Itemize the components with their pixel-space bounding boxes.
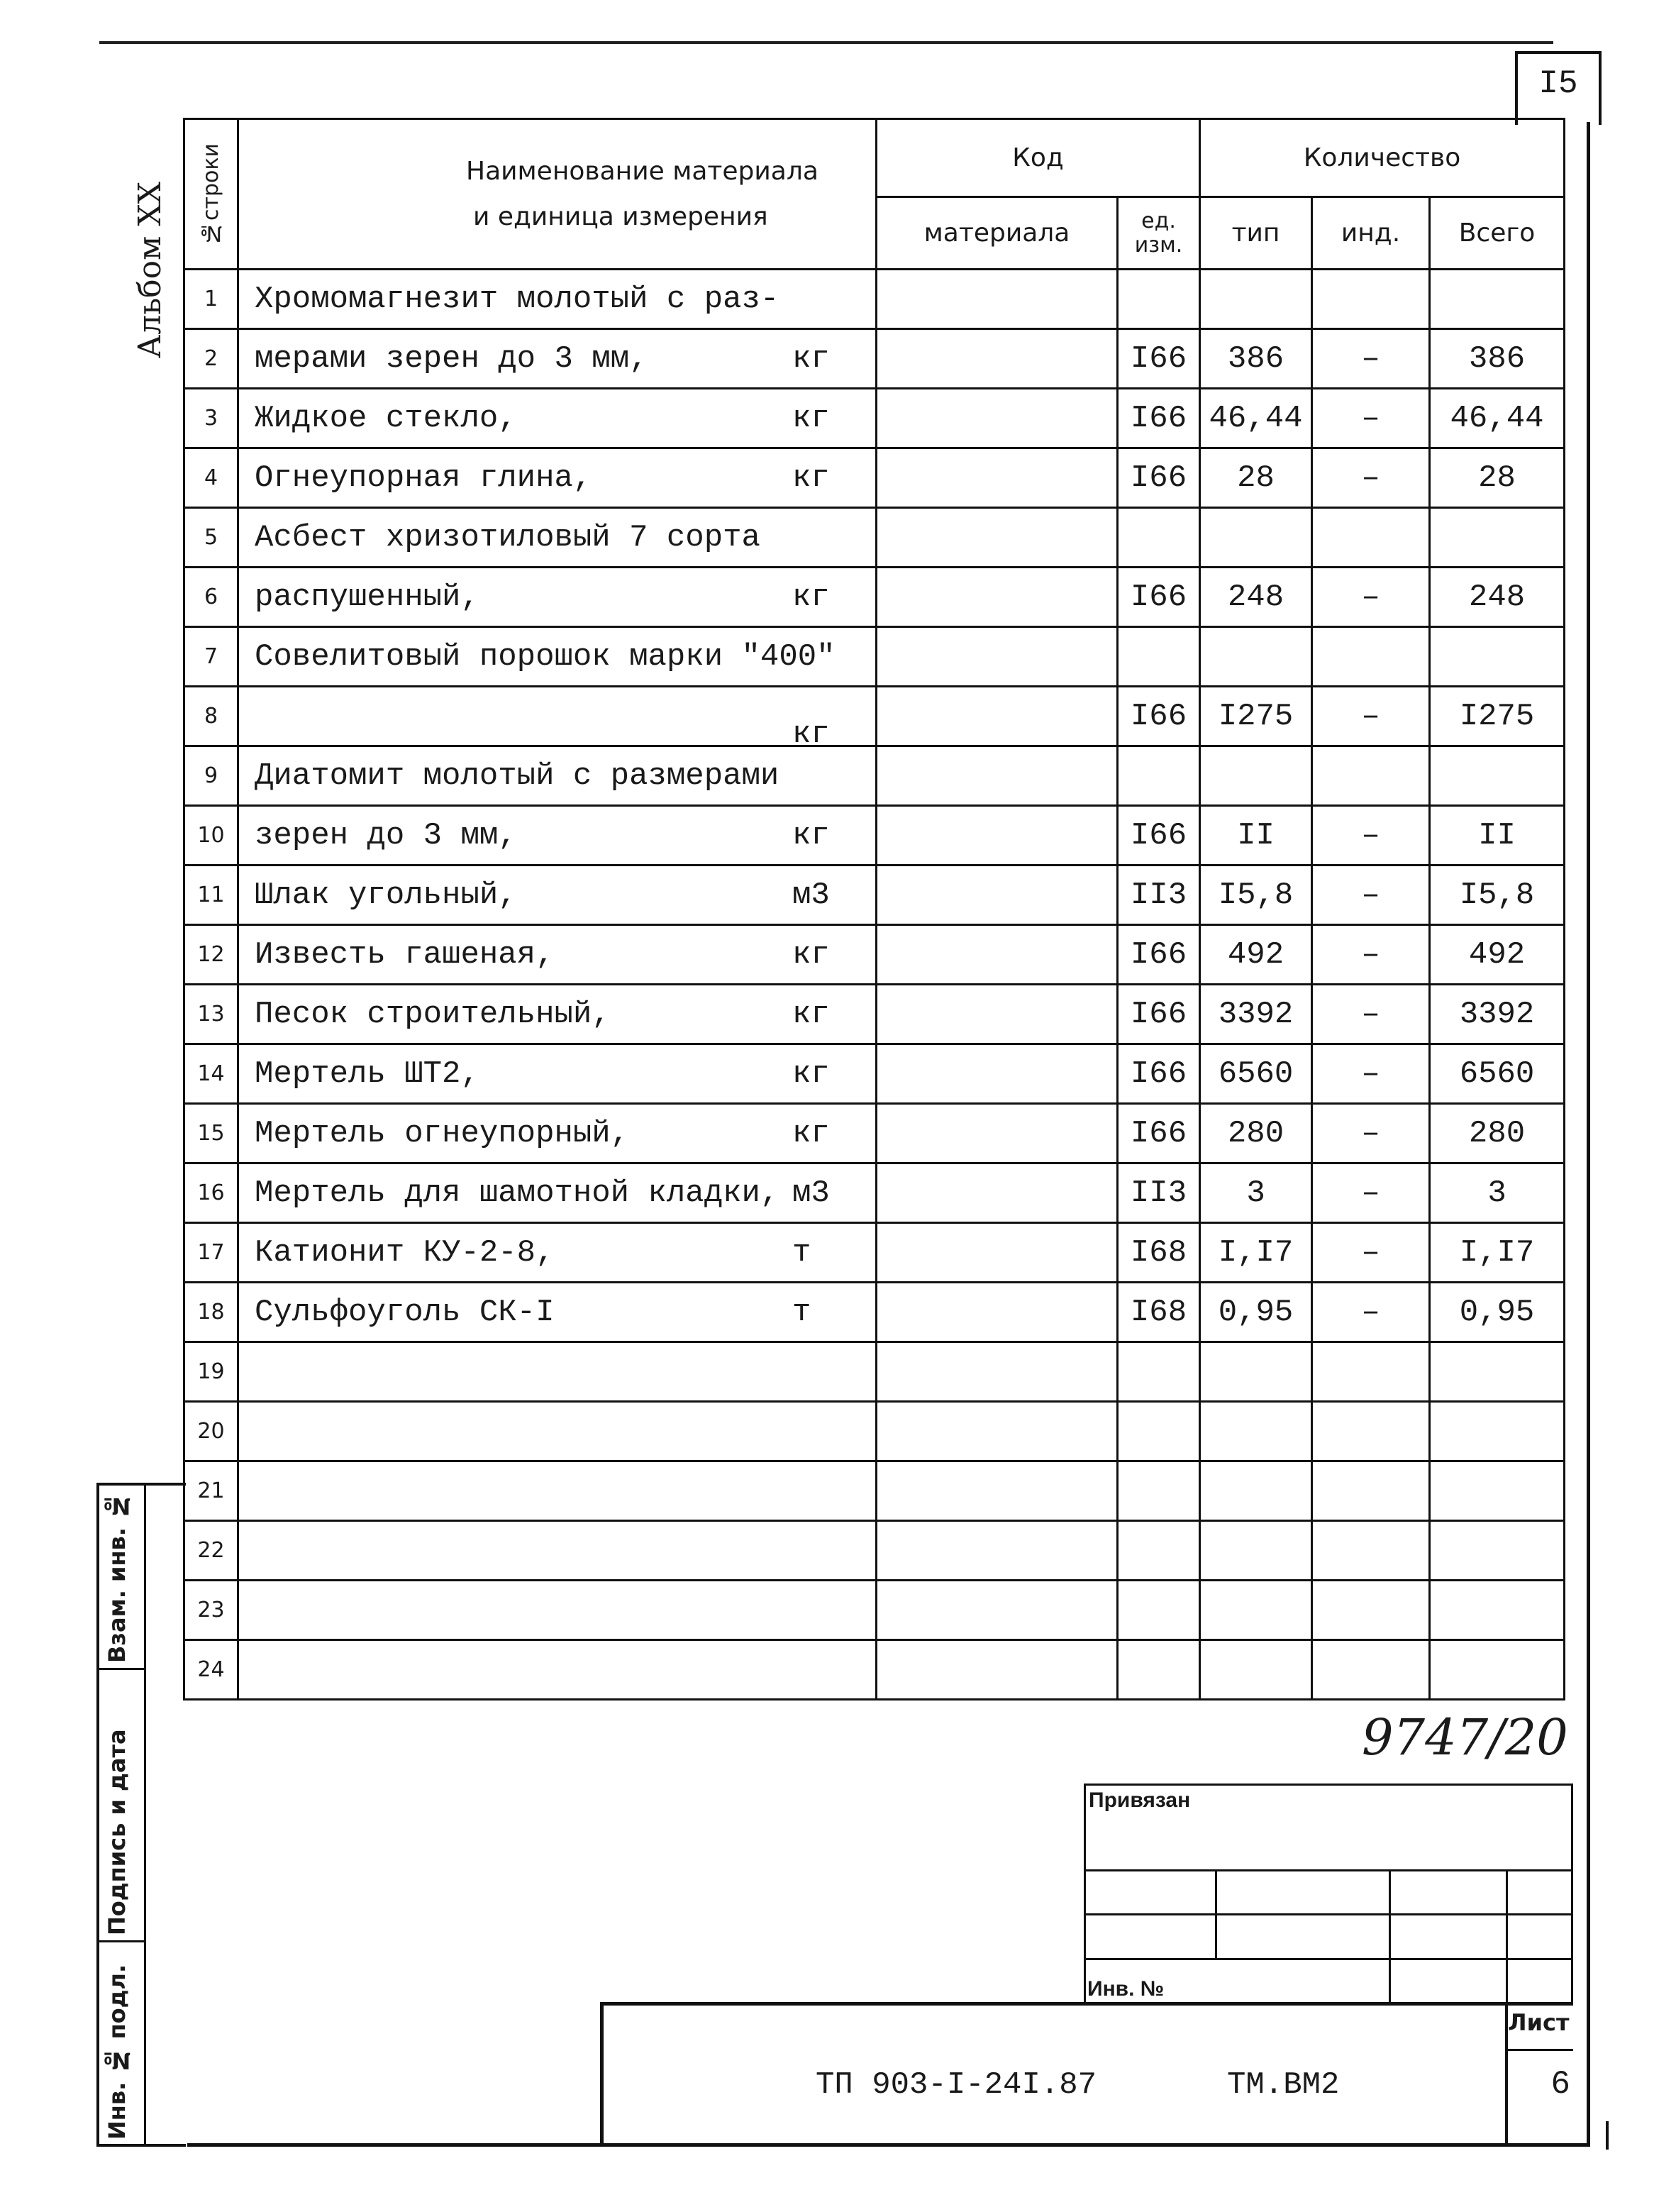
material-name — [238, 389, 877, 448]
table-row — [184, 985, 1565, 1044]
material-name — [238, 1521, 877, 1581]
unit-code — [1118, 270, 1200, 329]
material-name — [238, 1581, 877, 1640]
individual-qty: – — [1312, 1283, 1430, 1342]
material-code — [877, 1342, 1118, 1402]
material-code — [877, 1104, 1118, 1163]
individual-qty: – — [1312, 806, 1430, 866]
material-name — [238, 329, 877, 389]
total-qty — [1430, 746, 1565, 806]
unit-code: I66 — [1118, 389, 1200, 448]
vzam-cell — [99, 1486, 146, 1670]
unit-code: I66 — [1118, 448, 1200, 508]
material-name — [238, 1044, 877, 1104]
total-qty: 492 — [1430, 925, 1565, 985]
unit-code: II3 — [1118, 866, 1200, 925]
table-row — [184, 1223, 1565, 1283]
total-qty: 3 — [1430, 1163, 1565, 1223]
individual-qty — [1312, 1581, 1430, 1640]
table-row — [184, 1044, 1565, 1104]
material-name — [238, 1163, 877, 1223]
material-code — [877, 508, 1118, 568]
unit-code — [1118, 1581, 1200, 1640]
unit-text: кг — [792, 1056, 830, 1092]
type-qty: I275 — [1200, 687, 1312, 746]
material-name — [238, 1461, 877, 1521]
material-code — [877, 985, 1118, 1044]
table-row — [184, 627, 1565, 687]
unit-code: I66 — [1118, 925, 1200, 985]
individual-qty — [1312, 1461, 1430, 1521]
type-qty — [1200, 1461, 1312, 1521]
material-code — [877, 1223, 1118, 1283]
individual-qty: – — [1312, 568, 1430, 627]
material-code — [877, 1581, 1118, 1640]
table-row — [184, 329, 1565, 389]
unit-code — [1118, 1402, 1200, 1461]
podpis-label: Подпись и дата — [104, 1729, 131, 1935]
row-number: 22 — [184, 1521, 238, 1581]
material-name — [238, 1640, 877, 1700]
individual-qty — [1312, 627, 1430, 687]
total-qty: 3392 — [1430, 985, 1565, 1044]
material-name-text: Сульфоуголь СК-I — [255, 1294, 555, 1330]
unit-code: II3 — [1118, 1163, 1200, 1223]
inv-no-label: Инв. № — [1085, 1959, 1390, 2004]
podpis-cell — [99, 1670, 146, 1942]
material-name-text: Асбест хризотиловый 7 сорта — [255, 519, 760, 555]
inv-podl-cell — [99, 1942, 146, 2147]
side-stamp — [96, 1483, 186, 2147]
type-qty: 0,95 — [1200, 1283, 1312, 1342]
row-number: 3 — [184, 389, 238, 448]
material-name-text: Песок строительный, — [255, 996, 611, 1032]
material-code — [877, 270, 1118, 329]
type-qty: 248 — [1200, 568, 1312, 627]
individual-qty — [1312, 508, 1430, 568]
material-name — [238, 1223, 877, 1283]
individual-qty: – — [1312, 866, 1430, 925]
row-number: 4 — [184, 448, 238, 508]
row-number: 12 — [184, 925, 238, 985]
type-qty: II — [1200, 806, 1312, 866]
type-qty — [1200, 627, 1312, 687]
material-name-text: Известь гашеная, — [255, 936, 555, 973]
row-number: 8 — [184, 687, 238, 746]
unit-text: м3 — [792, 877, 830, 913]
individual-qty: – — [1312, 448, 1430, 508]
header-name-line2: и единица измерения — [473, 201, 768, 231]
row-number: 14 — [184, 1044, 238, 1104]
total-qty — [1430, 1581, 1565, 1640]
material-code — [877, 329, 1118, 389]
unit-code-header: ед. изм. — [1118, 197, 1200, 270]
table-row — [184, 508, 1565, 568]
unit-text: т — [792, 1294, 811, 1330]
material-code — [877, 568, 1118, 627]
individual-qty — [1312, 1521, 1430, 1581]
total-qty: 0,95 — [1430, 1283, 1565, 1342]
table-row — [184, 866, 1565, 925]
individual-qty: – — [1312, 1223, 1430, 1283]
material-code — [877, 866, 1118, 925]
material-name — [238, 925, 877, 985]
table-row — [184, 925, 1565, 985]
unit-code: I66 — [1118, 985, 1200, 1044]
quantity-header: Количество — [1200, 119, 1565, 197]
material-name — [238, 1342, 877, 1402]
unit-code — [1118, 1521, 1200, 1581]
total-qty — [1430, 1521, 1565, 1581]
material-name-text: Совелитовый порошок марки "400" — [255, 638, 836, 675]
material-name — [238, 866, 877, 925]
row-number: 2 — [184, 329, 238, 389]
material-code — [877, 925, 1118, 985]
table-row — [184, 1104, 1565, 1163]
table-row — [184, 806, 1565, 866]
unit-text: т — [792, 1234, 811, 1271]
unit-text: кг — [792, 716, 830, 752]
list-label: Лист — [1508, 2009, 1570, 2036]
type-qty: I5,8 — [1200, 866, 1312, 925]
sheet-number: I5 — [1538, 65, 1578, 102]
album-label: Альбом XX — [132, 182, 168, 359]
row-number: 15 — [184, 1104, 238, 1163]
material-code — [877, 1283, 1118, 1342]
table-row — [184, 746, 1565, 806]
table-row — [184, 1283, 1565, 1342]
material-name — [238, 568, 877, 627]
total-qty — [1430, 1640, 1565, 1700]
type-qty: 46,44 — [1200, 389, 1312, 448]
material-code — [877, 687, 1118, 746]
total-qty — [1430, 1402, 1565, 1461]
vzam-label: Взам. инв. № — [104, 1492, 131, 1663]
material-code-header: материала — [877, 197, 1118, 270]
row-number: 20 — [184, 1402, 238, 1461]
total-qty: 6560 — [1430, 1044, 1565, 1104]
row-number-header: №строки — [184, 119, 238, 270]
individual-qty — [1312, 746, 1430, 806]
individual-qty: – — [1312, 925, 1430, 985]
material-name — [238, 1283, 877, 1342]
table-row — [184, 568, 1565, 627]
total-qty — [1430, 1461, 1565, 1521]
material-name — [238, 627, 877, 687]
unit-code — [1118, 627, 1200, 687]
individual-qty: – — [1312, 1163, 1430, 1223]
type-qty: 28 — [1200, 448, 1312, 508]
type-qty — [1200, 1581, 1312, 1640]
material-name-text: мерами зерен до 3 мм, — [255, 341, 648, 377]
material-name-text: Хромомагнезит молотый с раз- — [255, 281, 779, 317]
material-name-text: Мертель огнеупорный, — [255, 1115, 630, 1151]
material-name-text: Шлак угольный, — [255, 877, 517, 913]
total-qty: II — [1430, 806, 1565, 866]
unit-code — [1118, 1640, 1200, 1700]
total-qty — [1430, 627, 1565, 687]
material-name-text: Огнеупорная глина, — [255, 460, 592, 496]
unit-text: кг — [792, 400, 830, 436]
unit-code — [1118, 508, 1200, 568]
unit-text: м3 — [792, 1175, 830, 1211]
total-qty: 280 — [1430, 1104, 1565, 1163]
table-row — [184, 1402, 1565, 1461]
individual-qty: – — [1312, 985, 1430, 1044]
material-name — [238, 1402, 877, 1461]
total-qty: 46,44 — [1430, 389, 1565, 448]
table-row — [184, 448, 1565, 508]
individual-qty: – — [1312, 329, 1430, 389]
row-number: 6 — [184, 568, 238, 627]
individual-qty — [1312, 270, 1430, 329]
individual-qty — [1312, 1342, 1430, 1402]
total-qty — [1430, 270, 1565, 329]
individual-qty — [1312, 1402, 1430, 1461]
material-name-text: Мертель ШТ2, — [255, 1056, 479, 1092]
unit-code: I68 — [1118, 1223, 1200, 1283]
row-number: 9 — [184, 746, 238, 806]
unit-text: кг — [792, 460, 830, 496]
total-qty: 248 — [1430, 568, 1565, 627]
individual-qty — [1312, 1640, 1430, 1700]
binding-stamp — [1084, 1784, 1573, 2005]
total-qty: I5,8 — [1430, 866, 1565, 925]
unit-code: I66 — [1118, 1104, 1200, 1163]
material-name — [238, 746, 877, 806]
unit-text: кг — [792, 817, 830, 853]
total-qty: 386 — [1430, 329, 1565, 389]
row-number: 16 — [184, 1163, 238, 1223]
row-number: 10 — [184, 806, 238, 866]
material-name-text: Жидкое стекло, — [255, 400, 517, 436]
material-name — [238, 985, 877, 1044]
type-qty — [1200, 508, 1312, 568]
row-number: 17 — [184, 1223, 238, 1283]
total-qty: I275 — [1430, 687, 1565, 746]
code-header: Код — [877, 119, 1200, 197]
document-code: ТП 903-I-24I.87 — [816, 2067, 1097, 2103]
unit-code: I66 — [1118, 1044, 1200, 1104]
privyazan-label: Привязан — [1085, 1785, 1572, 1871]
material-code — [877, 806, 1118, 866]
table-row — [184, 1342, 1565, 1402]
inv-podl-label: Инв. № подл. — [104, 1964, 131, 2140]
material-code — [877, 1044, 1118, 1104]
total-qty: I,I7 — [1430, 1223, 1565, 1283]
individual-qty: – — [1312, 389, 1430, 448]
type-qty: 6560 — [1200, 1044, 1312, 1104]
material-name-header — [238, 119, 877, 270]
table-row — [184, 1640, 1565, 1700]
material-code — [877, 1640, 1118, 1700]
type-qty — [1200, 746, 1312, 806]
row-number: 7 — [184, 627, 238, 687]
total-qty — [1430, 1342, 1565, 1402]
type-qty: 280 — [1200, 1104, 1312, 1163]
unit-text: кг — [792, 341, 830, 377]
unit-text: кг — [792, 579, 830, 615]
individual-header: инд. — [1312, 197, 1430, 270]
row-number: 1 — [184, 270, 238, 329]
unit-code: I66 — [1118, 329, 1200, 389]
materials-table — [183, 118, 1565, 1701]
row-number: 13 — [184, 985, 238, 1044]
row-number: 11 — [184, 866, 238, 925]
table-body — [184, 270, 1565, 1700]
material-name-text: зерен до 3 мм, — [255, 817, 517, 853]
material-name — [238, 270, 877, 329]
material-name-text: Диатомит молотый с размерами — [255, 758, 779, 794]
unit-code — [1118, 746, 1200, 806]
table-row — [184, 389, 1565, 448]
table-row — [184, 1163, 1565, 1223]
header-name-line1: Наименование материала — [466, 156, 818, 186]
material-code — [877, 746, 1118, 806]
material-code — [877, 1461, 1118, 1521]
material-code — [877, 1521, 1118, 1581]
total-header: Всего — [1430, 197, 1565, 270]
row-number: 5 — [184, 508, 238, 568]
individual-qty: – — [1312, 1104, 1430, 1163]
type-qty: I,I7 — [1200, 1223, 1312, 1283]
document-mark: ТМ.ВМ2 — [1227, 2067, 1340, 2103]
material-name — [238, 448, 877, 508]
row-number: 19 — [184, 1342, 238, 1402]
material-name-text: Катионит КУ-2-8, — [255, 1234, 555, 1271]
total-qty — [1430, 508, 1565, 568]
material-name — [238, 508, 877, 568]
unit-code: I66 — [1118, 568, 1200, 627]
material-name — [238, 806, 877, 866]
material-code — [877, 389, 1118, 448]
handwritten-number: 9747/20 — [1362, 1708, 1568, 1766]
individual-qty: – — [1312, 1044, 1430, 1104]
list-number: 6 — [1550, 2066, 1570, 2103]
unit-code — [1118, 1342, 1200, 1402]
unit-text: кг — [792, 936, 830, 973]
material-code — [877, 1163, 1118, 1223]
table-row — [184, 687, 1565, 746]
total-qty: 28 — [1430, 448, 1565, 508]
table-row — [184, 270, 1565, 329]
table-row — [184, 1521, 1565, 1581]
table-row — [184, 1461, 1565, 1521]
unit-text: кг — [792, 996, 830, 1032]
unit-code — [1118, 1461, 1200, 1521]
unit-text: кг — [792, 1115, 830, 1151]
type-qty — [1200, 270, 1312, 329]
type-qty: 3 — [1200, 1163, 1312, 1223]
unit-code: I66 — [1118, 687, 1200, 746]
material-code — [877, 627, 1118, 687]
material-name — [238, 687, 877, 752]
material-name-text: распушенный, — [255, 579, 479, 615]
material-name — [238, 1104, 877, 1163]
unit-code: I68 — [1118, 1283, 1200, 1342]
row-number: 23 — [184, 1581, 238, 1640]
row-number: 21 — [184, 1461, 238, 1521]
type-qty: 386 — [1200, 329, 1312, 389]
individual-qty: – — [1312, 687, 1430, 746]
type-qty — [1200, 1342, 1312, 1402]
list-divider — [1505, 2049, 1573, 2051]
type-qty — [1200, 1640, 1312, 1700]
type-header: тип — [1200, 197, 1312, 270]
material-code — [877, 448, 1118, 508]
edge-mark — [1606, 2121, 1609, 2150]
type-qty: 492 — [1200, 925, 1312, 985]
material-code — [877, 1402, 1118, 1461]
material-name-text: Мертель для шамотной кладки, — [255, 1175, 779, 1211]
unit-code: I66 — [1118, 806, 1200, 866]
type-qty — [1200, 1521, 1312, 1581]
type-qty: 3392 — [1200, 985, 1312, 1044]
table-row — [184, 1581, 1565, 1640]
type-qty — [1200, 1402, 1312, 1461]
top-rule — [99, 41, 1553, 44]
row-number: 18 — [184, 1283, 238, 1342]
row-number: 24 — [184, 1640, 238, 1700]
